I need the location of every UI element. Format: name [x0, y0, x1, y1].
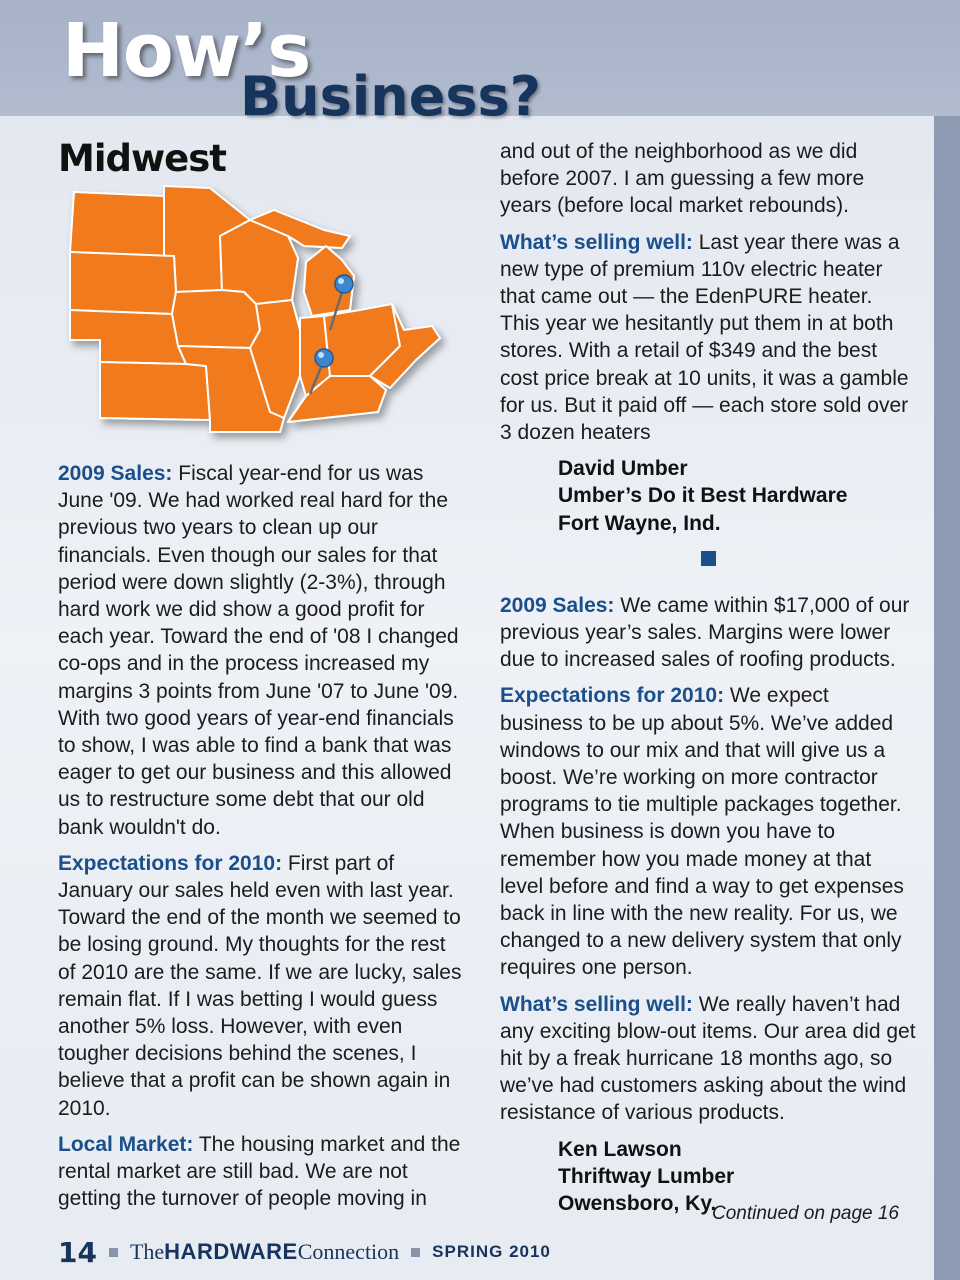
- state-south-dakota: [70, 252, 176, 314]
- paragraph-expectations-right: [500, 682, 916, 981]
- page-footer: [58, 1235, 551, 1269]
- section-divider: [701, 551, 716, 566]
- issue-label: SPRING 2010: [432, 1242, 551, 1261]
- label-local-market: Local Market:: [58, 1132, 194, 1156]
- text-local-market: The housing market and the rental market are still bad. We are not getting the turnover of people moving in: [58, 1132, 461, 1211]
- title-line-2: Business?: [240, 65, 541, 128]
- publication-the: The: [129, 1239, 165, 1264]
- title-line-1: How’s: [62, 8, 311, 94]
- label-expectations: Expectations for 2010:: [58, 851, 283, 875]
- signature-1-company: Umber’s Do it Best Hardware: [558, 484, 848, 508]
- label-selling-well-1: What’s selling well:: [500, 230, 693, 254]
- text-selling-well-1: Last year there was a new type of premium 110v electric heater that came out — the EdenPURE heater. This year we hesitantly put them in at both stores. With a retail of $349 and the best cost price break at 10 units, it was a gamble for us. But it paid off — each store sold over 3 dozen heaters: [500, 230, 909, 445]
- signature-1: [558, 455, 916, 537]
- footer-bullet-icon: [109, 1248, 118, 1257]
- page-edge: [934, 116, 960, 1280]
- signature-2-company: Thriftway Lumber: [558, 1164, 735, 1188]
- region-title: Midwest: [58, 137, 226, 180]
- footer-bullet-icon: [411, 1248, 420, 1257]
- state-north-dakota: [70, 192, 164, 256]
- paragraph-selling-well-2: [500, 991, 916, 1127]
- paragraph-2009-sales-left: [58, 460, 468, 841]
- paragraph-2009-sales-right: [500, 592, 916, 674]
- text-expectations: First part of January our sales held even with last year. Toward the end of the month we seemed to be losing ground. My thoughts for the rest of 2010 are the same. If we are lucky, sales remain flat. If I was betting I would guess another 5% loss. However, with even tougher decisions behind the scenes, I believe that a profit can be shown again in 2010.: [58, 851, 462, 1120]
- label-selling-well-2: What’s selling well:: [500, 992, 693, 1016]
- paragraph-expectations-left: [58, 850, 468, 1122]
- publication-connection: Connection: [297, 1239, 400, 1264]
- label-2009-sales: 2009 Sales:: [58, 462, 173, 485]
- publication-hardware: HARDWARE: [164, 1239, 298, 1264]
- state-kansas: [100, 362, 210, 420]
- text-expectations-2: We expect business to be up about 5%. We’ve added windows to our mix and that will give us a boost. We’re working on more contractor programs to tie multiple packages together. When business is down you have to remember how you made money at that level before and find a way to get expenses back in line with the new reality. For us, we changed to a new delivery system that only requires one person.: [500, 684, 904, 980]
- left-column: [58, 460, 468, 1221]
- state-iowa: [172, 290, 260, 348]
- paragraph-local-market: [58, 1131, 468, 1213]
- state-nebraska: [70, 310, 186, 364]
- label-expectations-2: Expectations for 2010:: [500, 684, 725, 708]
- signature-2-location: Owensboro, Ky.: [558, 1192, 717, 1216]
- signature-2-name: Ken Lawson: [558, 1137, 682, 1161]
- right-column: [500, 138, 916, 1217]
- continued-note: Continued on page 16: [712, 1203, 899, 1224]
- text-2009-sales: Fiscal year-end for us was June '09. We had worked real hard for the previous two years to clean up our financials. Even though our sales for that period were down slightly (2-3%), through hard work we did show a good profit for each year. Toward the end of '08 I changed co-ops and in the process increased my margins 3 points from June '07 to June '09. With two good years of year-end financials to show, I was able to find a bank that was eager to get our business and this allowed us to restructure some debt that our old bank wouldn't do.: [58, 462, 459, 839]
- paragraph-selling-well-1: [500, 229, 916, 447]
- signature-1-name: David Umber: [558, 457, 688, 481]
- map-states: [70, 186, 440, 432]
- midwest-map-icon: [60, 180, 460, 450]
- text-2009-sales-2: We came within $17,000 of our previous year’s sales. Margins were lower due to increased sales of roofing products.: [500, 593, 910, 672]
- signature-1-location: Fort Wayne, Ind.: [558, 511, 721, 535]
- paragraph-continuation: and out of the neighborhood as we did before 2007. I am guessing a few more years (before local market rebounds).: [500, 140, 865, 218]
- page-number: 14: [58, 1235, 97, 1269]
- label-2009-sales-2: 2009 Sales:: [500, 593, 615, 617]
- text-selling-well-2: We really haven’t had any exciting blow-out items. Our area did get hit by a freak hurricane 18 months ago, so we’ve had customers asking about the wind resistance of various products.: [500, 992, 916, 1125]
